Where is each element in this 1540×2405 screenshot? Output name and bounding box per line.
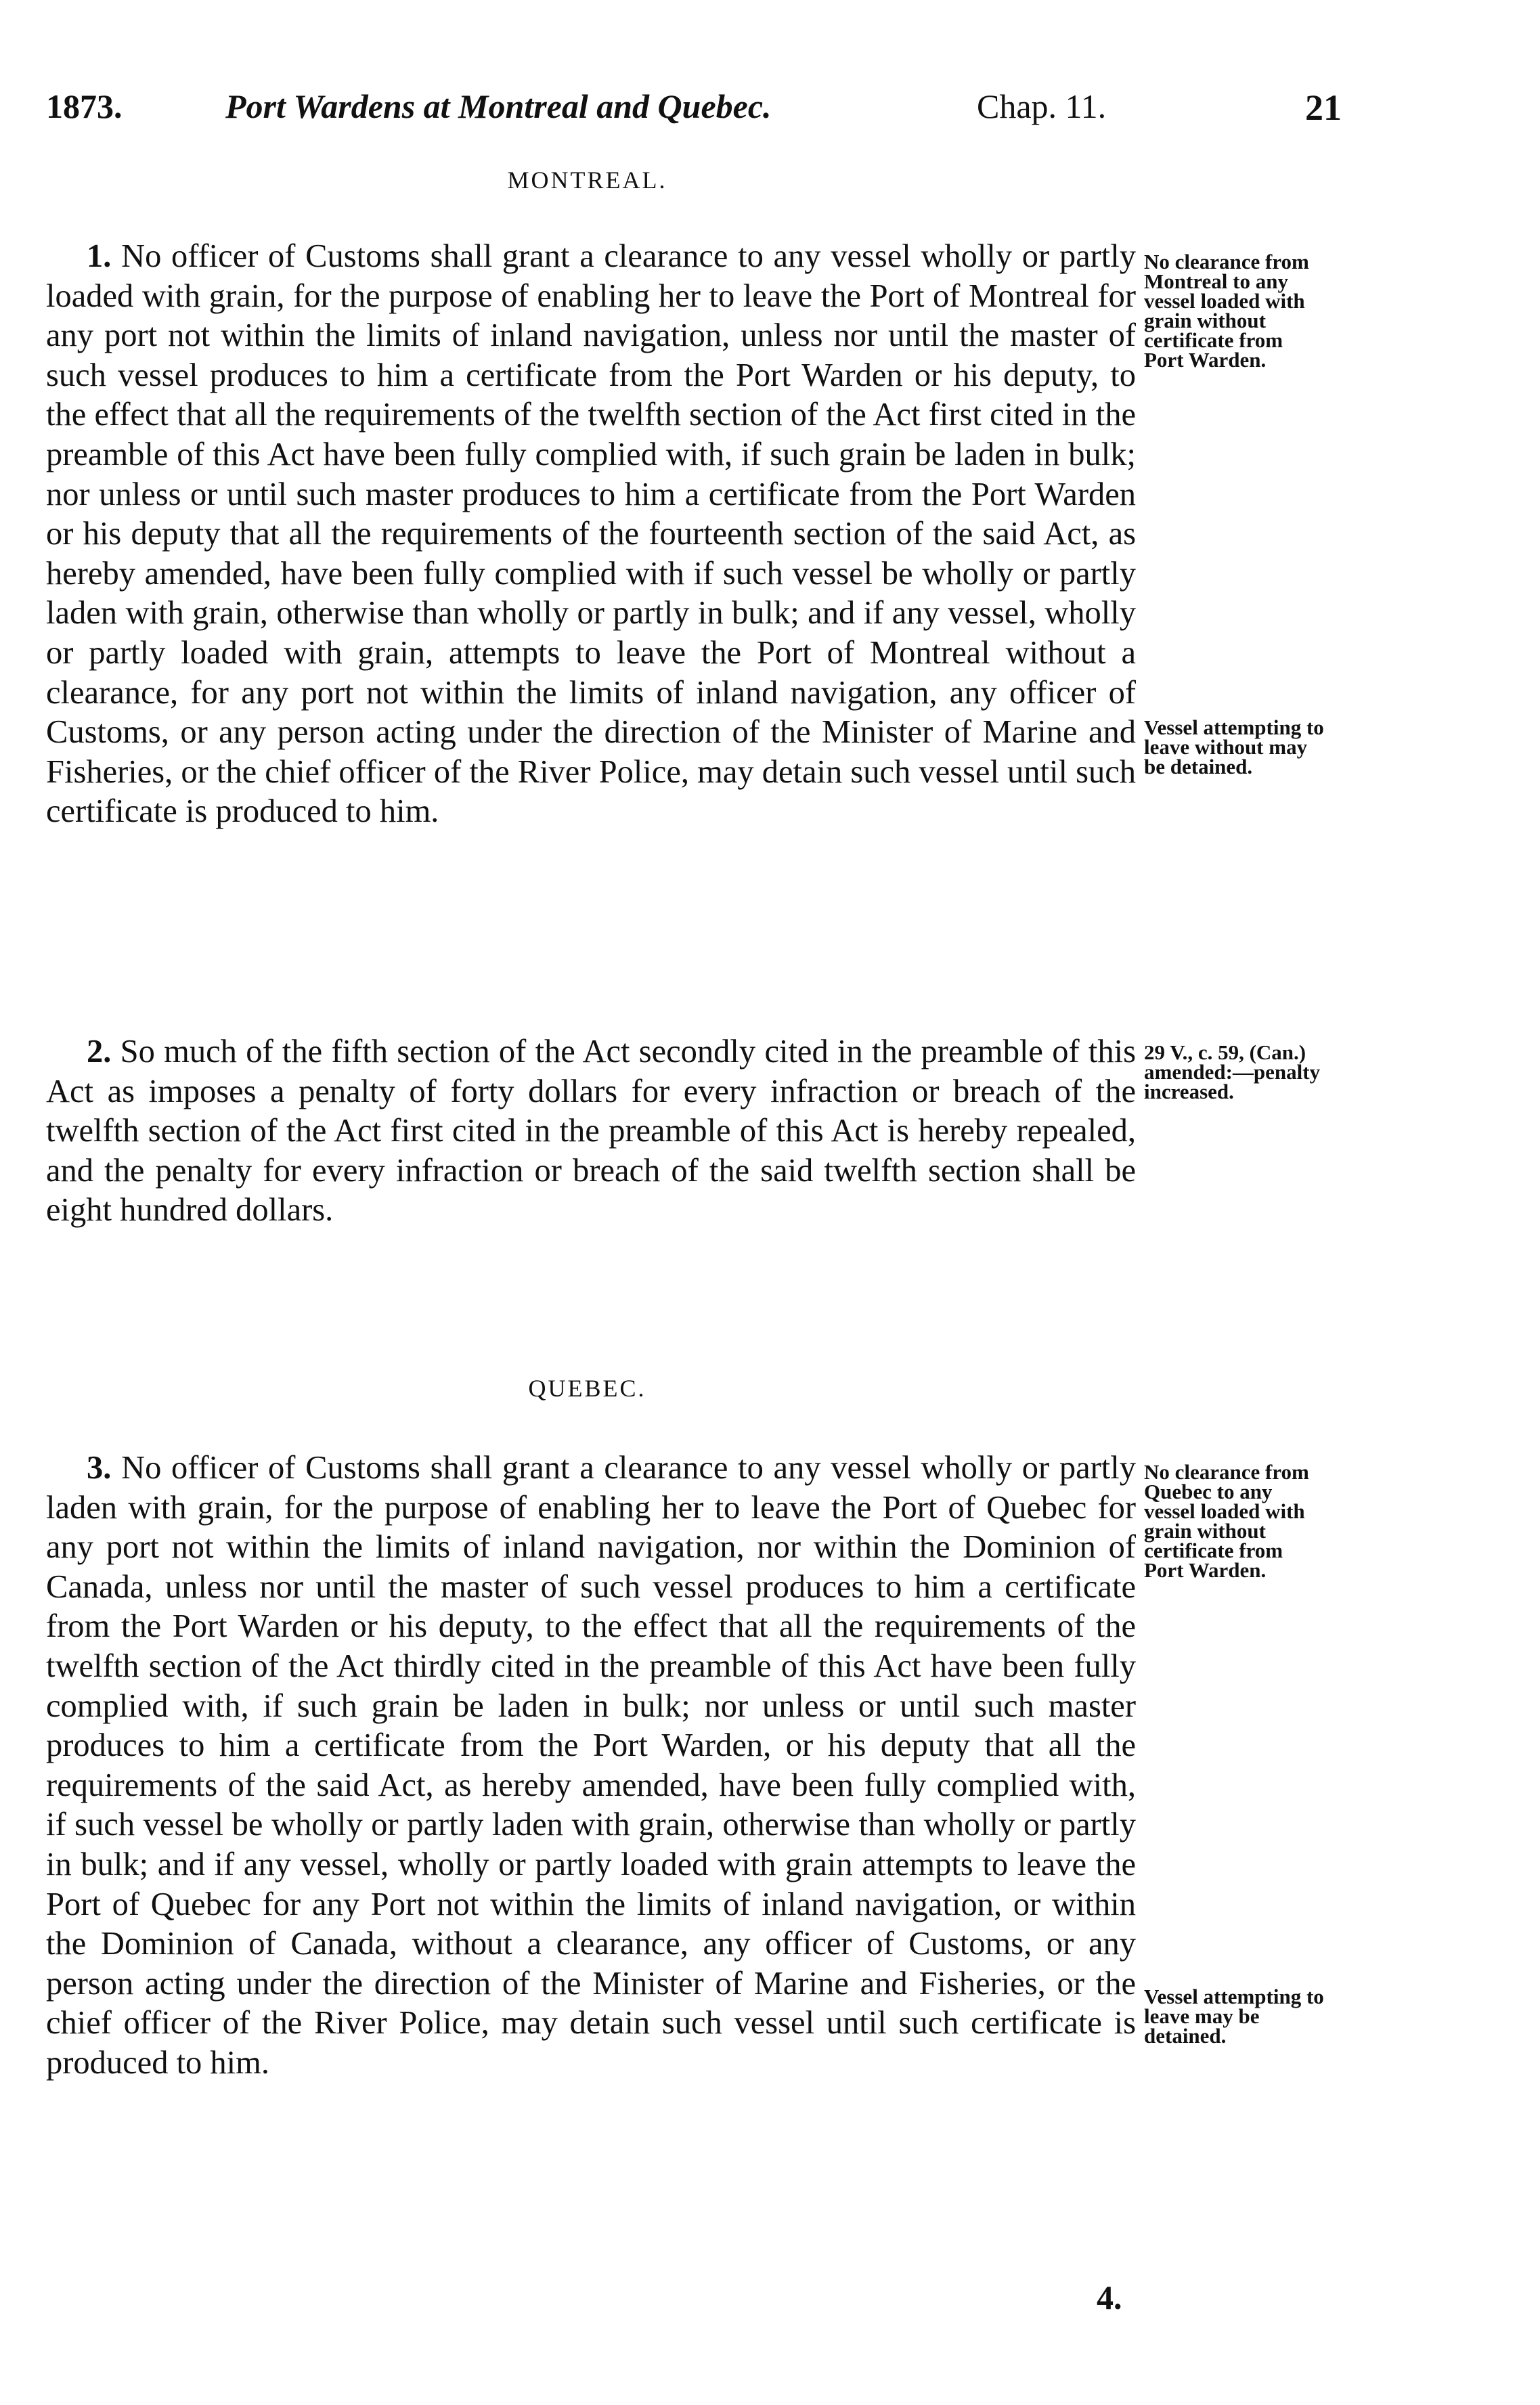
margin-note-vessel-detained-quebec: Vessel attempting to leave may be detained. bbox=[1144, 1985, 1324, 2048]
section-heading-montreal: MONTREAL. bbox=[507, 167, 667, 194]
paragraph-3 bbox=[46, 1449, 1136, 2083]
paragraph-number: 3. bbox=[87, 1450, 112, 1486]
paragraph-text: So much of the fifth section of the Act secondly cited in the preamble of this Act as imposes a penalty of forty dollars for every infraction or breach of the twelfth section of the Act first cited in the preamble of this Act is hereby repealed, and the penalty for every infraction or breach of the said twelfth section shall be eight hundred dollars. bbox=[46, 1034, 1137, 1229]
paragraph-1 bbox=[46, 237, 1136, 832]
running-head-year: 1873. bbox=[46, 87, 123, 125]
margin-note-penalty-increased: 29 V., c. 59, (Can.) amended:—penalty increased. bbox=[1144, 1040, 1321, 1103]
section-heading-quebec: QUEBEC. bbox=[528, 1375, 646, 1402]
paragraph-number: 1. bbox=[87, 238, 112, 274]
paragraph-text: No officer of Customs shall grant a clearance to any vessel wholly or partly laden with grain, for the purpose of enabling her to leave the Port of Quebec for any port not within the limits of inland navigation, nor within the Dominion of Canada, unless nor until the master of such vessel produces to him a certificate from the Port Warden or his deputy, to the effect that all the requirements of the twelfth section of the Act thirdly cited in the preamble of this Act have been fully complied with, if such grain be laden in bulk; nor unless or until such master produces to him a certificate from the Port Warden, or his deputy that all the requirements of the said Act, as hereby amended, have been fully complied with, if such vessel be wholly or partly laden with grain, otherwise than wholly or partly in bulk; and if any vessel, wholly or partly loaded with grain attempts to leave the Port of Quebec for any Port not within the limits of inland navigation, or within the Dominion of Canada, without a clearance, any officer of Customs, or any person acting under the direction of the Minister of Marine and Fisheries, or the chief officer of the River Police, may detain such vessel until such certificate is produced to him. bbox=[46, 1450, 1136, 2081]
page-number: 21 bbox=[1305, 87, 1342, 128]
paragraph-text: No officer of Customs shall grant a clearance to any vessel wholly or partly loaded with grain, for the purpose of enabling her to leave the Port of Montreal for any port not within the limits of inland navigation, unless nor until the master of such vessel produces to him a certificate from the Port Warden or his deputy, to the effect that all the requirements of the twelfth section of the Act first cited in the preamble of this Act have been fully complied with, if such grain be laden in bulk; nor unless or until such master produces to him a certificate from the Port Warden or his deputy that all the requirements of the fourteenth section of the said Act, as hereby amended, have been fully complied with if such vessel be wholly or partly laden with grain, otherwise than wholly or partly in bulk; and if any vessel, wholly or partly loaded with grain, attempts to leave the Port of Montreal without a clearance, for any port not within the limits of inland navigation, any officer of Customs, or any person acting under the direction of the Minister of Marine and Fisheries, or the chief officer of the River Police, may detain such vessel until such certificate is produced to him. bbox=[46, 238, 1136, 830]
running-head-chapter: Chap. 11. bbox=[977, 87, 1107, 125]
margin-note-no-clearance-montreal: No clearance from Montreal to any vessel loaded with grain without certificate from Port Warden. bbox=[1144, 250, 1309, 372]
margin-note-vessel-detained-montreal: Vessel attempting to leave without may be detained. bbox=[1144, 715, 1324, 778]
margin-note-no-clearance-quebec: No clearance from Quebec to any vessel loaded with grain without certificate from Port Warden. bbox=[1144, 1460, 1309, 1582]
paragraph-number: 2. bbox=[87, 1034, 112, 1069]
catchword: 4. bbox=[1097, 2278, 1122, 2316]
paragraph-2 bbox=[46, 1032, 1136, 1231]
running-head-title: Port Wardens at Montreal and Quebec. bbox=[225, 87, 772, 125]
running-head bbox=[46, 87, 1400, 148]
